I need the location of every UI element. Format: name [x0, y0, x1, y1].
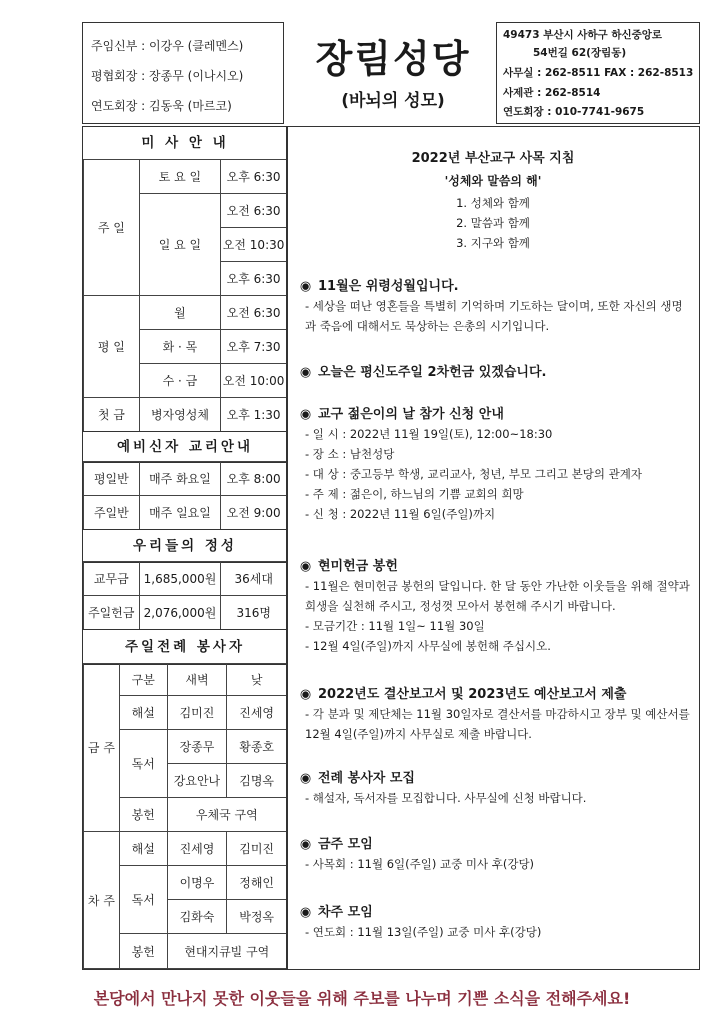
reader-label: 독서 [119, 730, 167, 798]
offering-count: 316명 [221, 596, 287, 630]
notice-body: - 사목회 : 11월 6일(주일) 교중 미사 후(강당) [305, 857, 535, 871]
office-phone: 사무실 : 262-8511 FAX : 262-8513 [503, 67, 694, 79]
fisheye-bullet-icon: ◉ [299, 279, 312, 294]
notice-this-week-meeting [299, 833, 691, 874]
parish-title: 장림성당 [315, 37, 471, 81]
notice-budget-report [299, 683, 691, 744]
catechumen-time: 오후 8:00 [221, 462, 287, 496]
left-column [82, 126, 288, 970]
commentary-label: 해설 [119, 696, 167, 730]
pastoral-title: 2022년 부산교구 사목 지침 [411, 151, 575, 166]
wed-fri-label: 수 · 금 [139, 364, 221, 398]
server-name: 황종호 [227, 730, 287, 764]
servers-table [83, 663, 287, 969]
address-line2: 54번길 62(장림동) [533, 47, 627, 59]
monday-label: 월 [139, 296, 221, 330]
notice-title: 금주 모임 [318, 837, 373, 852]
offertory-label: 봉헌 [119, 934, 167, 969]
address-line1: 49473 부산시 사하구 하신중앙로 [503, 29, 663, 41]
saturday-label: 토 요 일 [139, 160, 221, 194]
server-name: 김미진 [227, 832, 287, 866]
mass-schedule-table [83, 159, 287, 432]
notice-line: - 모금기간 : 11월 1일~ 11월 30일 [305, 619, 485, 633]
mass-time-sun2: 오전 10:30 [221, 228, 287, 262]
header-title-box [290, 22, 496, 122]
first-friday-desc: 병자영성체 [139, 398, 221, 432]
server-name: 강요안나 [167, 764, 227, 798]
this-week-label: 금 주 [84, 664, 120, 832]
fisheye-bullet-icon: ◉ [299, 837, 312, 852]
notice-body: - 연도회 : 11월 13일(주일) 교중 미사 후(강당) [305, 925, 542, 939]
server-name: 장종무 [167, 730, 227, 764]
notice-title: 전례 봉사자 모집 [318, 771, 415, 786]
notice-title: 11월은 위령성월입니다. [318, 279, 459, 294]
notice-title: 2022년도 결산보고서 및 2023년도 예산보고서 제출 [318, 687, 627, 702]
servers-title: 주일전례 봉사자 [83, 629, 287, 665]
offering-amount: 2,076,000원 [139, 596, 221, 630]
weekday-label: 평 일 [84, 296, 140, 398]
pastoral-item: 1. 성체와 함께 [456, 196, 530, 210]
offertory-label: 봉헌 [119, 798, 167, 832]
pastor-name: 주임신부 : 이강우 (클레멘스) [91, 39, 244, 53]
tue-thu-label: 화 · 목 [139, 330, 221, 364]
server-name: 정해인 [227, 866, 287, 900]
notice-body: - 11월은 현미헌금 봉헌의 달입니다. 한 달 동안 가난한 이웃들을 위해 절약과 희생을 실천해 주시고, 정성껏 모아서 봉헌해 주시기 바랍니다. [305, 579, 690, 613]
fisheye-bullet-icon: ◉ [299, 905, 312, 920]
mass-time-tue-thu: 오후 7:30 [221, 330, 287, 364]
offering-count: 36세대 [221, 562, 287, 596]
mass-time-wed-fri: 오전 10:00 [221, 364, 287, 398]
notice-title: 차주 모임 [318, 905, 373, 920]
notice-line: - 신 청 : 2022년 11월 6일(주일)까지 [305, 507, 496, 521]
server-name: 박정옥 [227, 900, 287, 934]
reader-label: 독서 [119, 866, 167, 934]
notice-body: - 세상을 떠난 영혼들을 특별히 기억하며 기도하는 달이며, 또한 자신의 생명과 죽음에 대해서도 묵상하는 은총의 시기입니다. [305, 299, 683, 333]
server-name: 김미진 [167, 696, 227, 730]
notice-line: - 일 시 : 2022년 11월 19일(토), 12:00~18:30 [305, 427, 553, 441]
notice-body: - 해설자, 독서자를 모집합니다. 사무실에 신청 바랍니다. [305, 791, 587, 805]
offering-table [83, 561, 287, 630]
fisheye-bullet-icon: ◉ [299, 771, 312, 786]
col-type-header: 구분 [119, 664, 167, 696]
federation-president: 연도회장 : 김동욱 (마르코) [91, 99, 232, 113]
notice-line: - 대 상 : 중고등부 학생, 교리교사, 청년, 부모 그리고 본당의 관계자 [305, 467, 642, 481]
notice-line: - 주 제 : 젊은이, 하느님의 기쁨 교회의 희망 [305, 487, 524, 501]
catechumen-label: 주일반 [84, 496, 140, 530]
notice-title: 오늘은 평신도주일 2차헌금 있겠습니다. [318, 365, 547, 380]
server-name: 진세영 [227, 696, 287, 730]
notice-title: 현미헌금 봉헌 [318, 559, 398, 574]
notice-line: - 장 소 : 남천성당 [305, 447, 395, 461]
server-name: 진세영 [167, 832, 227, 866]
header-contact-box [496, 22, 700, 124]
footer-message: 본당에서 만나지 못한 이웃들을 위해 주보를 나누며 기쁜 소식을 전해주세요! [93, 989, 631, 1008]
notice-line: - 12월 4일(주일)까지 사무실에 봉헌해 주십시오. [305, 639, 551, 653]
server-name: 김화숙 [167, 900, 227, 934]
pastoral-motto: '성체와 말씀의 해' [444, 174, 542, 188]
offertory-group: 우체국 구역 [167, 798, 286, 832]
mass-time-mon: 오전 6:30 [221, 296, 287, 330]
notice-body: - 각 분과 및 제단체는 11월 30일자로 결산서를 마감하시고 장부 및 예산서를 12월 4일(주일)까지 사무실로 제출 바랍니다. [305, 707, 690, 741]
commentary-label: 해설 [119, 832, 167, 866]
notice-second-collection [299, 361, 691, 380]
offering-amount: 1,685,000원 [139, 562, 221, 596]
catechumen-day: 매주 화요일 [139, 462, 221, 496]
notice-server-recruit [299, 767, 691, 808]
offering-title: 우리들의 정성 [83, 529, 287, 563]
notice-next-week-meeting [299, 901, 691, 942]
mass-time-sun3: 오후 6:30 [221, 262, 287, 296]
catechumen-label: 평일반 [84, 462, 140, 496]
sunday-day-label: 일 요 일 [139, 194, 221, 296]
next-week-label: 차 주 [84, 832, 120, 969]
header-clergy-box [82, 22, 284, 124]
col-dawn-header: 새벽 [167, 664, 227, 696]
mass-time-sat: 오후 6:30 [221, 160, 287, 194]
pastoral-guideline [287, 147, 699, 253]
catechumen-table [83, 461, 287, 530]
offertory-group: 현대지큐빌 구역 [167, 934, 286, 969]
right-column [286, 126, 700, 970]
mass-schedule-title: 미 사 안 내 [83, 127, 287, 160]
mass-time-first-fri: 오후 1:30 [221, 398, 287, 432]
fisheye-bullet-icon: ◉ [299, 407, 312, 422]
offering-label: 주일헌금 [84, 596, 140, 630]
rectory-phone: 사제관 : 262-8514 [503, 87, 601, 99]
catechumen-time: 오전 9:00 [221, 496, 287, 530]
col-day-header: 낮 [227, 664, 287, 696]
fisheye-bullet-icon: ◉ [299, 365, 312, 380]
notice-youth-day [299, 403, 691, 524]
council-president: 평협회장 : 장종무 (이나시오) [91, 69, 244, 83]
server-name: 김명옥 [227, 764, 287, 798]
federation-phone: 연도회장 : 010-7741-9675 [503, 106, 645, 118]
notice-all-souls [299, 275, 691, 336]
notice-rice-offering [299, 555, 691, 656]
mass-time-sun1: 오전 6:30 [221, 194, 287, 228]
notice-title: 교구 젊은이의 날 참가 신청 안내 [318, 407, 504, 422]
catechumen-day: 매주 일요일 [139, 496, 221, 530]
fisheye-bullet-icon: ◉ [299, 559, 312, 574]
first-friday-label: 첫 금 [84, 398, 140, 432]
parish-subtitle: (바뇌의 성모) [341, 91, 445, 111]
offering-label: 교무금 [84, 562, 140, 596]
server-name: 이명우 [167, 866, 227, 900]
fisheye-bullet-icon: ◉ [299, 687, 312, 702]
catechumen-title: 예비신자 교리안내 [83, 431, 287, 463]
pastoral-item: 3. 지구와 함께 [456, 236, 530, 250]
sunday-label: 주 일 [84, 160, 140, 296]
pastoral-item: 2. 말씀과 함께 [456, 216, 530, 230]
